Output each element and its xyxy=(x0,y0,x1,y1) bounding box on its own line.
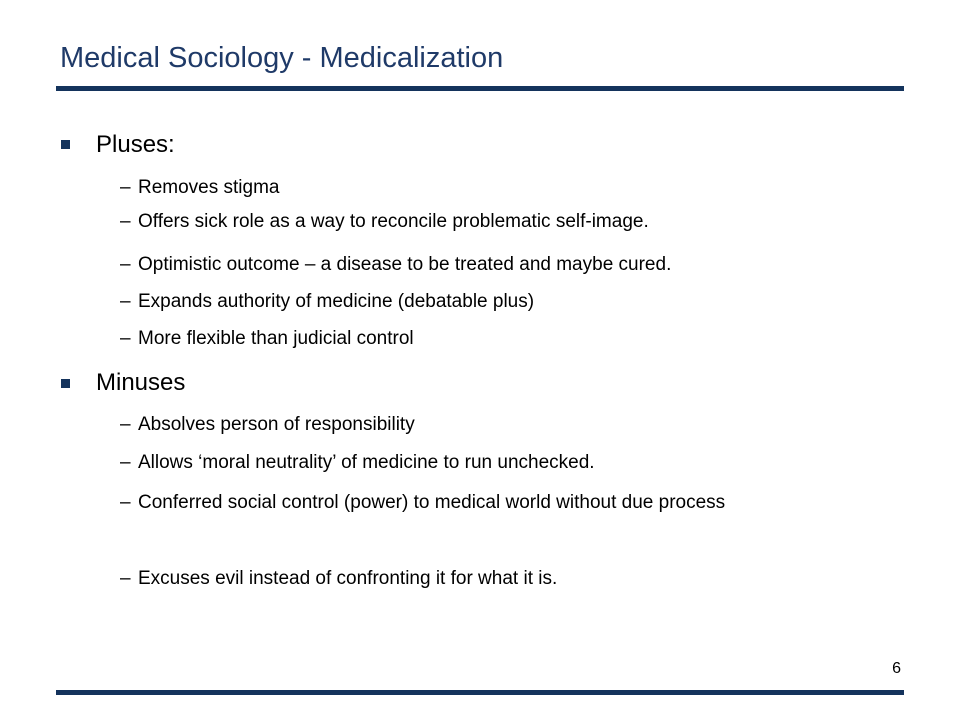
dash-bullet: – xyxy=(120,328,131,349)
section-heading-minuses: Minuses xyxy=(96,369,186,396)
dash-bullet: – xyxy=(120,568,131,589)
dash-bullet: – xyxy=(120,177,131,198)
list-item xyxy=(120,253,910,277)
slide-title: Medical Sociology - Medicalization xyxy=(60,42,504,74)
dash-bullet: – xyxy=(120,492,131,513)
list-item xyxy=(120,451,910,475)
list-item xyxy=(120,290,910,314)
list-item-text: Optimistic outcome – a disease to be treated and maybe cured. xyxy=(138,254,672,275)
list-item-text: Expands authority of medicine (debatable plus) xyxy=(138,291,535,312)
dash-bullet: – xyxy=(120,211,131,232)
list-item xyxy=(120,491,890,515)
list-item-text: Absolves person of responsibility xyxy=(138,414,415,435)
bullet-square-icon xyxy=(61,140,70,149)
list-item-text: Removes stigma xyxy=(138,177,280,198)
dash-bullet: – xyxy=(120,291,131,312)
list-item xyxy=(120,210,910,234)
list-item xyxy=(120,567,910,591)
dash-bullet: – xyxy=(120,414,131,435)
bullet-square-icon xyxy=(61,379,70,388)
list-item-text: Conferred social control (power) to medical world without due process xyxy=(138,492,726,513)
list-item xyxy=(120,176,910,200)
footer-divider xyxy=(56,690,904,695)
list-item-text: More flexible than judicial control xyxy=(138,328,414,349)
dash-bullet: – xyxy=(120,452,131,473)
dash-bullet: – xyxy=(120,254,131,275)
section-heading-pluses: Pluses: xyxy=(96,131,175,158)
title-divider xyxy=(56,86,904,91)
list-item-text: Excuses evil instead of confronting it for what it is. xyxy=(138,568,558,589)
list-item xyxy=(120,413,910,437)
page-number: 6 xyxy=(892,660,901,677)
list-item-text: Offers sick role as a way to reconcile problematic self-image. xyxy=(138,211,649,232)
list-item-text: Allows ‘moral neutrality’ of medicine to run unchecked. xyxy=(138,452,595,473)
list-item xyxy=(120,327,910,351)
